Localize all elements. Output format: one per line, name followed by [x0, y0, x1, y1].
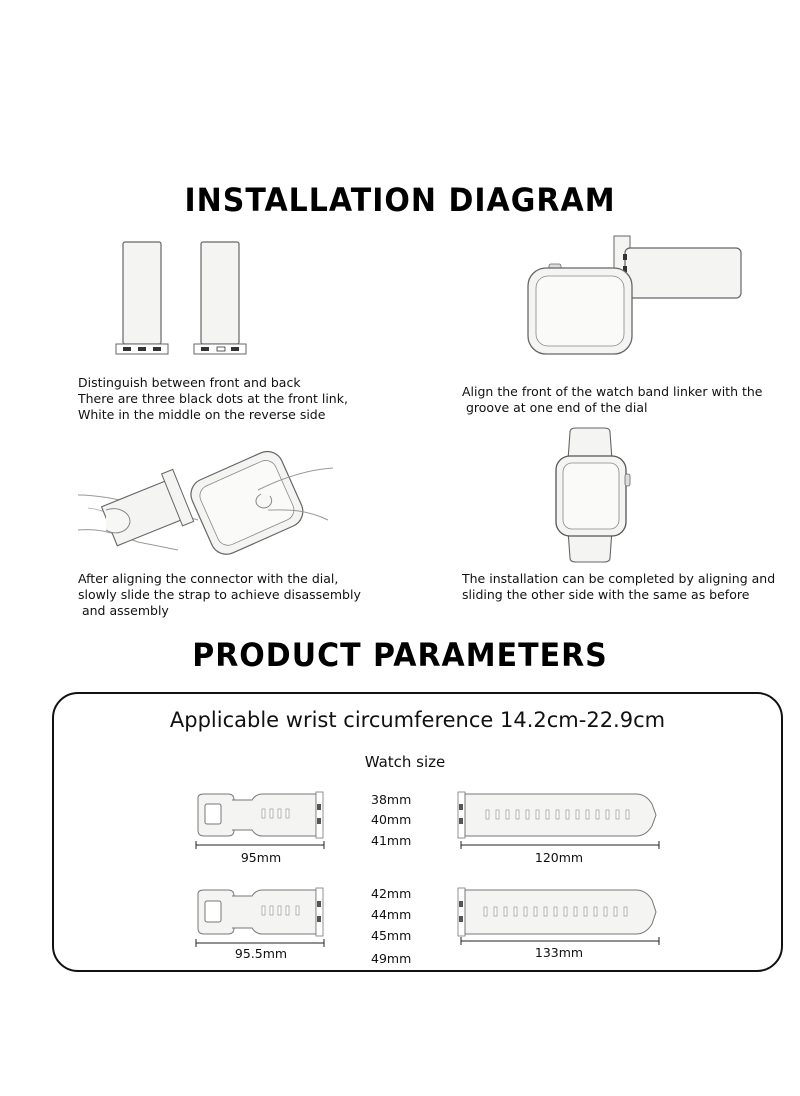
step3-line2: slowly slide the strap to achieve disassembly — [78, 587, 361, 602]
step4-line2: sliding the other side with the same as before — [462, 587, 750, 602]
step4-caption — [462, 571, 775, 603]
size-45mm: 45mm — [371, 928, 412, 943]
long-band-small-icon — [456, 790, 662, 840]
installation-title: INSTALLATION DIAGRAM — [184, 181, 616, 220]
short-length-2: 95.5mm — [234, 946, 288, 961]
step1-line2: There are three black dots at the front link, — [78, 391, 348, 406]
size-44mm: 44mm — [371, 907, 412, 922]
watch-complete-icon — [548, 426, 638, 566]
long-length-1: 120mm — [534, 850, 584, 865]
short-length-1: 95mm — [240, 850, 282, 865]
long-length-2: 133mm — [534, 945, 584, 960]
hands-slide-strap-icon — [78, 450, 338, 570]
watch-band-align-icon — [525, 234, 745, 359]
size-41mm: 41mm — [371, 833, 412, 848]
parameters-title: PRODUCT PARAMETERS — [192, 636, 608, 675]
dimension-line-95mm — [195, 840, 325, 850]
watch-size-label: Watch size — [364, 753, 446, 771]
step1-line3: White in the middle on the reverse side — [78, 407, 326, 422]
step1-line1: Distinguish between front and back — [78, 375, 301, 390]
step3-line1: After aligning the connector with the dial, — [78, 571, 339, 586]
step2-caption — [462, 384, 762, 416]
long-band-large-icon — [456, 886, 662, 938]
step4-line1: The installation can be completed by aligning and — [462, 571, 776, 586]
short-band-small-icon — [192, 790, 327, 840]
size-42mm: 42mm — [371, 886, 412, 901]
step3-line3: and assembly — [78, 603, 169, 618]
size-40mm: 40mm — [371, 812, 412, 827]
short-band-large-icon — [192, 886, 327, 938]
step2-line1: Align the front of the watch band linker with the — [462, 384, 763, 399]
parameters-panel — [52, 692, 783, 972]
size-49mm: 49mm — [371, 951, 412, 966]
step2-line2: groove at one end of the dial — [462, 400, 648, 415]
step3-caption — [78, 571, 361, 619]
dimension-line-120mm — [460, 840, 660, 850]
size-38mm: 38mm — [371, 792, 412, 807]
band-front-back-icon — [108, 238, 268, 362]
step1-caption — [78, 375, 348, 423]
wrist-circumference: Applicable wrist circumference 14.2cm-22.9cm — [169, 708, 666, 732]
